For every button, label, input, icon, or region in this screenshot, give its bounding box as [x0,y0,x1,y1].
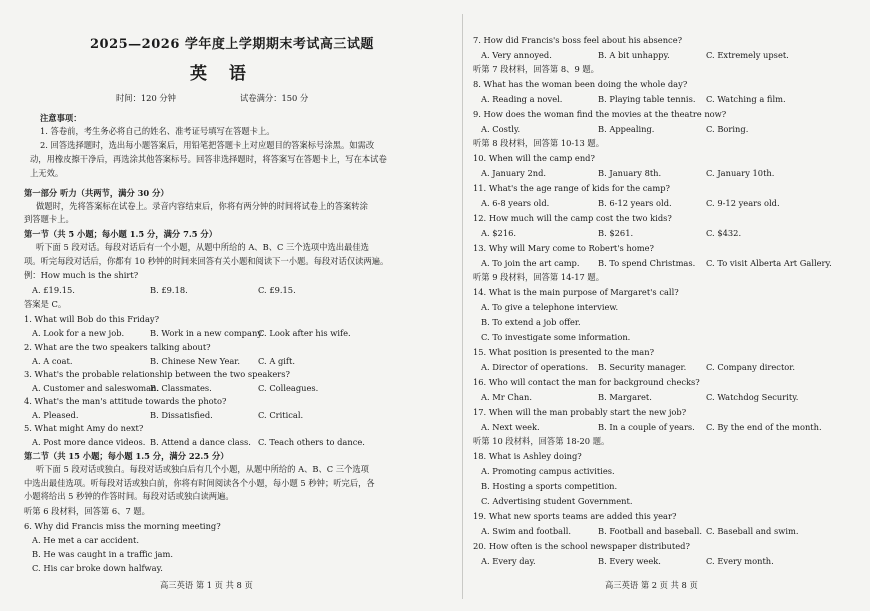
material-8-heading: 听第 8 段材料，回答第 10-13 题。 [473,138,605,148]
question-5: 5. What might Amy do next? [24,423,144,433]
question-14: 14. What is the main purpose of Margaret's call? [473,287,679,297]
part1-intro: 做题时，先将答案标在试卷上。录音内容结束后，你将有两分钟的时间将试卷上的答案转涂 [36,201,368,211]
option: C. £9.15. [258,285,296,295]
option: B. 6-12 years old. [598,198,672,208]
option: B. Every week. [598,556,661,566]
question-2: 2. What are the two speakers talking about? [24,342,211,352]
material-9-heading: 听第 9 段材料，回答第 14-17 题。 [473,272,605,282]
question-18: 18. What is Ashley doing? [473,451,582,461]
option: B. Dissatisfied. [150,410,213,420]
option: B. Attend a dance class. [150,437,251,447]
section2-intro-end: 小题将给出 5 秒钟的作答时间。每段对话或独白读两遍。 [24,491,234,501]
option: B. A bit unhappy. [598,50,670,60]
option: A. Mr Chan. [481,392,532,402]
part1-heading: 第一部分 听力（共两节，满分 30 分） [24,188,169,198]
question-7: 7. How did Francis's boss feel about his absence? [473,35,683,45]
notice-item-2-end: 上无效。 [30,168,64,178]
option: C. Look after his wife. [258,328,351,338]
section1-intro-cont: 项。听完每段对话后，你都有 10 秒钟的时间来回答有关小题和阅读下一小题。每段对话仅读两遍。 [24,256,389,266]
option: C. Advertising student Government. [481,496,633,506]
question-1: 1. What will Bob do this Friday? [24,314,160,324]
option: C. January 10th. [706,168,775,178]
option: A. Pleased. [32,410,79,420]
question-11: 11. What's the age range of kids for the camp? [473,183,671,193]
option: B. Classmates. [150,383,212,393]
option: C. Boring. [706,124,749,134]
option: B. $261. [598,228,634,238]
option: C. Critical. [258,410,304,420]
option: A. 6-8 years old. [481,198,550,208]
option: C. By the end of the month. [706,422,822,432]
option: A. To join the art camp. [481,258,580,268]
option: B. Security manager. [598,362,687,372]
option: C. Colleagues. [258,383,319,393]
option: B. He was caught in a traffic jam. [32,549,173,559]
option: C. Every month. [706,556,774,566]
option: C. Extremely upset. [706,50,789,60]
option: A. Promoting campus activities. [481,466,615,476]
material-6-heading: 听第 6 段材料，回答第 6、7 题。 [24,506,150,516]
option: A. Very annoyed. [481,50,552,60]
option: A. Swim and football. [481,526,572,536]
section1-intro: 听下面 5 段对话。每段对话后有一个小题，从题中所给的 A、B、C 三个选项中选出最佳选 [36,242,369,252]
section2-heading: 第二节（共 15 小题；每小题 1.5 分，满分 22.5 分） [24,451,229,461]
exam-time: 时间：120 分钟 [116,93,176,103]
option: C. 9-12 years old. [706,198,780,208]
option: A. January 2nd. [481,168,547,178]
exam-page-2 [465,0,870,611]
question-19: 19. What new sports teams are added this year? [473,511,677,521]
example-question: 例：How much is the shirt? [24,270,139,280]
section2-intro: 听下面 5 段对话或独白。每段对话或独白后有几个小题，从题中所给的 A、B、C 三个选项 [36,464,369,474]
option: A. Every day. [481,556,536,566]
question-15: 15. What position is presented to the man? [473,347,655,357]
option: B. Hosting a sports competition. [481,481,618,491]
notice-heading: 注意事项： [40,113,82,123]
option: B. To spend Christmas. [598,258,696,268]
question-4: 4. What's the man's attitude towards the photo? [24,396,227,406]
option: A. Reading a novel. [481,94,563,104]
material-10-heading: 听第 10 段材料，回答第 18-20 题。 [473,436,610,446]
notice-item-2: 2. 回答选择题时，选出每小题答案后，用铅笔把答题卡上对应题目的答案标号涂黑。如需改 [40,140,375,150]
notice-item-1: 1. 答卷前，考生务必将自己的姓名、准考证号填写在答题卡上。 [40,126,275,136]
part1-intro-cont: 到答题卡上。 [24,214,74,224]
option: C. To investigate some information. [481,332,631,342]
option: A. To give a telephone interview. [481,302,619,312]
option: C. Baseball and swim. [706,526,799,536]
page-footer: 高三英语 第 2 页 共 8 页 [605,580,698,590]
question-16: 16. Who will contact the man for background checks? [473,377,700,387]
exam-title: 2025—2026 学年度上学期期末考试高三试题 [90,37,374,52]
example-answer: 答案是 C。 [24,299,67,309]
option: C. Teach others to dance. [258,437,365,447]
option: C. To visit Alberta Art Gallery. [706,258,832,268]
section1-heading: 第一节（共 5 小题；每小题 1.5 分，满分 7.5 分） [24,229,218,239]
option: C. Watchdog Security. [706,392,799,402]
question-10: 10. When will the camp end? [473,153,595,163]
option: C. His car broke down halfway. [32,563,163,573]
option: A. Costly. [481,124,521,134]
option: C. Company director. [706,362,795,372]
option: B. £9.18. [150,285,188,295]
question-17: 17. When will the man probably start the new job? [473,407,687,417]
question-20: 20. How often is the school newspaper distributed? [473,541,690,551]
option: B. Margaret. [598,392,652,402]
option: A. £19.15. [32,285,75,295]
subject-title: 英 语 [190,64,254,84]
question-9: 9. How does the woman find the movies at the theatre now? [473,109,727,119]
option: B. Playing table tennis. [598,94,696,104]
option: A. A coat. [32,356,73,366]
question-13: 13. Why will Mary come to Robert's home? [473,243,654,253]
option: A. He met a car accident. [32,535,140,545]
option: A. Post more dance videos. [32,437,146,447]
section2-intro-cont: 中选出最佳选项。听每段对话或独白前，你将有时间阅读各个小题，每小题 5 秒钟；听完后，各 [24,478,375,488]
notice-item-2-cont: 动，用橡皮擦干净后，再选涂其他答案标号。回答非选择题时，将答案写在答题卡上，写在本试卷 [30,154,387,164]
question-6: 6. Why did Francis miss the morning meeting? [24,521,221,531]
option: A. Look for a new job. [32,328,125,338]
option: A. Next week. [481,422,540,432]
question-3: 3. What's the probable relationship between the two speakers? [24,369,290,379]
question-8: 8. What has the woman been doing the whole day? [473,79,688,89]
option: C. A gift. [258,356,295,366]
option: A. $216. [481,228,517,238]
option: B. Work in a new company. [150,328,264,338]
material-7-heading: 听第 7 段材料，回答第 8、9 题。 [473,64,599,74]
option: B. In a couple of years. [598,422,695,432]
page-footer: 高三英语 第 1 页 共 8 页 [160,580,253,590]
option: B. Football and baseball. [598,526,703,536]
question-12: 12. How much will the camp cost the two kids? [473,213,672,223]
option: B. Appealing. [598,124,655,134]
option: C. Watching a film. [706,94,786,104]
option: B. To extend a job offer. [481,317,581,327]
option: C. $432. [706,228,742,238]
option: B. January 8th. [598,168,662,178]
option: A. Director of operations. [481,362,589,372]
option: B. Chinese New Year. [150,356,240,366]
exam-score: 试卷满分：150 分 [240,93,309,103]
option: A. Customer and saleswoman. [32,383,160,393]
